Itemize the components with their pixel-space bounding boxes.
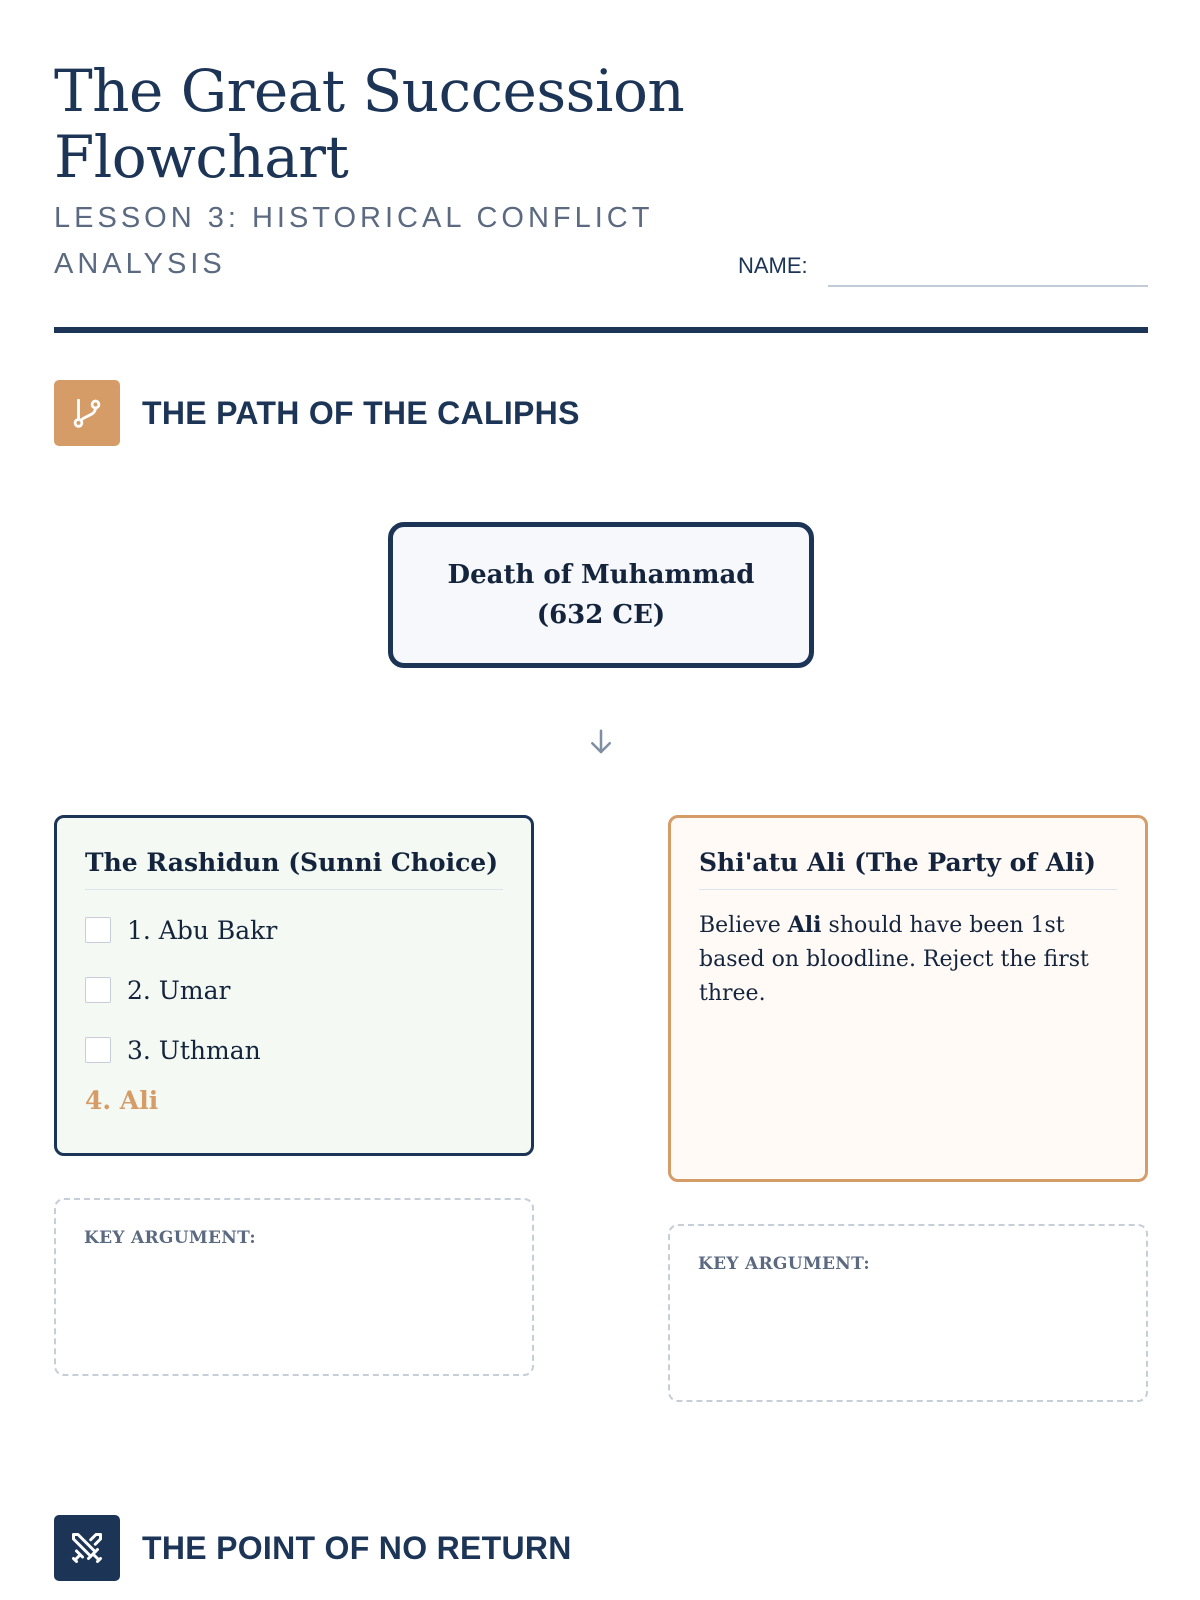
key-argument-label: KEY ARGUMENT: bbox=[698, 1254, 870, 1274]
list-item bbox=[85, 960, 503, 1020]
body-emphasis: Ali bbox=[787, 912, 822, 938]
checkbox[interactable] bbox=[85, 1037, 111, 1063]
shia-branch-card bbox=[668, 815, 1148, 1182]
header-divider bbox=[54, 327, 1148, 333]
section-header-caliphs bbox=[54, 380, 580, 446]
card-body bbox=[699, 908, 1117, 1011]
card-title: The Rashidun (Sunni Choice) bbox=[85, 848, 503, 890]
body-text: Believe bbox=[699, 913, 788, 938]
caliph-name: 3. Uthman bbox=[127, 1035, 261, 1065]
caliph-list bbox=[85, 900, 503, 1080]
checkbox[interactable] bbox=[85, 977, 111, 1003]
caliph-final: 4. Ali bbox=[85, 1086, 159, 1115]
page-title: The Great Succession Flowchart bbox=[54, 57, 685, 191]
key-argument-label: KEY ARGUMENT: bbox=[84, 1228, 256, 1248]
crossed-swords-icon bbox=[54, 1515, 120, 1581]
checkbox[interactable] bbox=[85, 917, 111, 943]
list-item bbox=[85, 900, 503, 960]
card-title: Shi'atu Ali (The Party of Ali) bbox=[699, 848, 1117, 890]
section-header-point-of-no-return bbox=[54, 1515, 572, 1581]
list-item bbox=[85, 1020, 503, 1080]
start-node: Death of Muhammad (632 CE) bbox=[388, 522, 814, 668]
branch-icon bbox=[54, 380, 120, 446]
section-title: THE PATH OF THE CALIPHS bbox=[142, 394, 580, 431]
section-title: THE POINT OF NO RETURN bbox=[142, 1529, 572, 1566]
name-label: NAME: bbox=[738, 253, 808, 278]
key-argument-field-sunni[interactable] bbox=[54, 1198, 534, 1376]
caliph-name: 1. Abu Bakr bbox=[127, 915, 278, 945]
name-field[interactable] bbox=[828, 285, 1148, 287]
sunni-branch-card bbox=[54, 815, 534, 1156]
caliph-name: 2. Umar bbox=[127, 975, 231, 1005]
key-argument-field-shia[interactable] bbox=[668, 1224, 1148, 1402]
body-text: should have been 1st based on bloodline. Reject the first three. bbox=[699, 913, 1089, 1006]
lesson-subtitle: LESSON 3: HISTORICAL CONFLICT ANALYSIS bbox=[54, 202, 653, 280]
arrow-down-icon bbox=[586, 727, 616, 761]
